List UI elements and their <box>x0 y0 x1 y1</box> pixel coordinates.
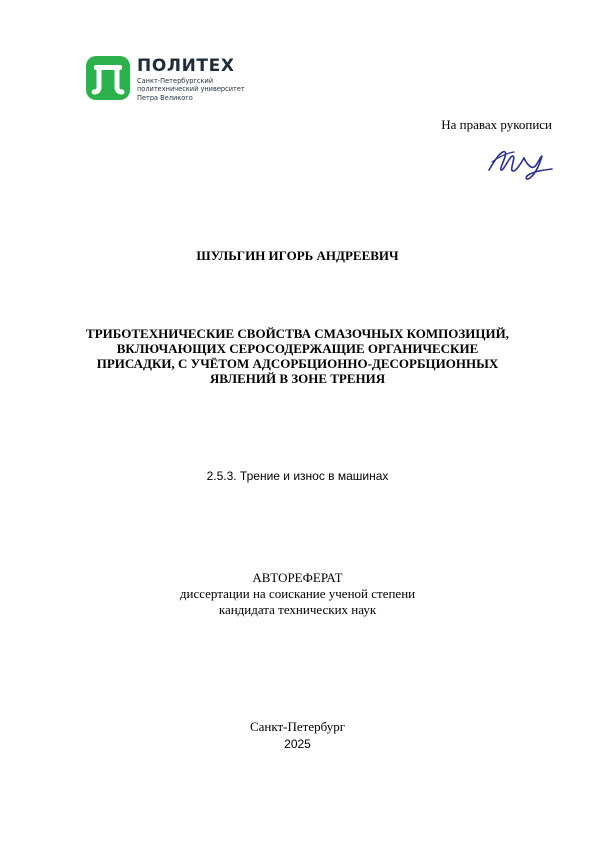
university-logo <box>86 56 266 104</box>
title-line: ВКЛЮЧАЮЩИХ СЕРОСОДЕРЖАЩИЕ ОРГАНИЧЕСКИЕ <box>116 341 479 356</box>
pi-logo-icon <box>86 56 130 100</box>
document-kind-line: диссертации на соискание ученой степени <box>179 586 416 601</box>
logo-name: ПОЛИТЕХ <box>137 56 235 76</box>
author-name: ШУЛЬГИН ИГОРЬ АНДРЕЕВИЧ <box>196 248 399 263</box>
manuscript-rights-label: На правах рукописи <box>441 117 552 132</box>
title-line: ПРИСАДКИ, С УЧЁТОМ АДСОРБЦИОННО-ДЕСОРБЦИОННЫХ <box>96 356 499 371</box>
logo-subtitle-line: политехнический университет <box>137 85 245 94</box>
logo-subtitle <box>137 77 245 102</box>
title-line: ТРИБОТЕХНИЧЕСКИЕ СВОЙСТВА СМАЗОЧНЫХ КОМПОЗИЦИЙ, <box>86 326 509 341</box>
specialty-code: 2.5.3. Трение и износ в машинах <box>206 469 389 483</box>
document-kind-title: АВТОРЕФЕРАТ <box>252 570 343 585</box>
dissertation-title <box>0 326 595 386</box>
handwritten-signature <box>486 143 556 181</box>
document-kind-line: кандидата технических наук <box>218 602 377 617</box>
title-line: ЯВЛЕНИЙ В ЗОНЕ ТРЕНИЯ <box>209 371 386 386</box>
logo-subtitle-line: Петра Великого <box>137 93 193 102</box>
year: 2025 <box>284 737 311 751</box>
document-kind <box>0 570 595 618</box>
logo-subtitle-line: Санкт-Петербургский <box>137 77 214 85</box>
city: Санкт-Петербург <box>249 719 346 734</box>
